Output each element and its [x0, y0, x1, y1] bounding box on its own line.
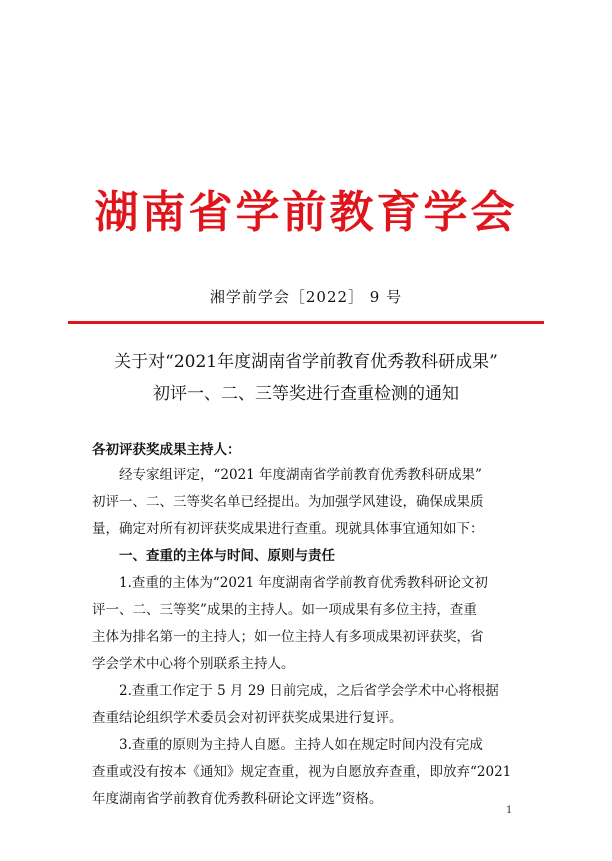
red-divider: [68, 321, 544, 324]
paragraph-line: 年度湖南省学前教育优秀教科研论文评选”资格。: [92, 791, 383, 807]
paragraph-line: 量，确定对所有初评获奖成果进行查重。现就具体事宜通知如下：: [92, 521, 484, 537]
paragraph-line: 1.查重的主体为“2021 年度湖南省学前教育优秀教科研论文初: [119, 575, 488, 591]
paragraph-line: 学会学术中心将个别联系主持人。: [92, 656, 295, 672]
paragraph-line: 初评一、二、三等奖名单已经提出。为加强学风建设，确保成果质: [92, 494, 484, 510]
salutation: 各初评获奖成果主持人：: [92, 442, 241, 458]
paragraph-line: 评一、二、三等奖”成果的主持人。如一项成果有多位主持，查重: [92, 602, 477, 618]
notice-title: [0, 346, 612, 410]
notice-title-line-2: 初评一、二、三等奖进行查重检测的通知: [153, 384, 459, 404]
page-number: 1: [506, 805, 513, 816]
document-number: 湘学前学会［2022］ 9 号: [209, 288, 403, 306]
paragraph-line: 3.查重的原则为主持人自愿。主持人如在规定时间内没有完成: [119, 737, 483, 753]
section-heading: 一、查重的主体与时间、原则与责任: [119, 548, 335, 564]
paragraph-line: 经专家组评定，“2021 年度湖南省学前教育优秀教科研成果”: [119, 467, 482, 483]
paragraph-line: 查重结论组织学术委员会对初评获奖成果进行复评。: [92, 710, 403, 726]
paragraph-line: 查重或没有按本《通知》规定查重，视为自愿放弃查重，即放弃“2021: [92, 764, 512, 780]
notice-title-line-1: 关于对“2021年度湖南省学前教育优秀教科研成果”: [114, 352, 498, 372]
paragraph-line: 主体为排名第一的主持人；如一位主持人有多项成果初评获奖，省: [92, 629, 484, 645]
org-title: 湖南省学前教育学会: [94, 187, 518, 238]
paragraph-line: 2.查重工作定于 5 月 29 日前完成，之后省学会学术中心将根据: [119, 683, 499, 699]
